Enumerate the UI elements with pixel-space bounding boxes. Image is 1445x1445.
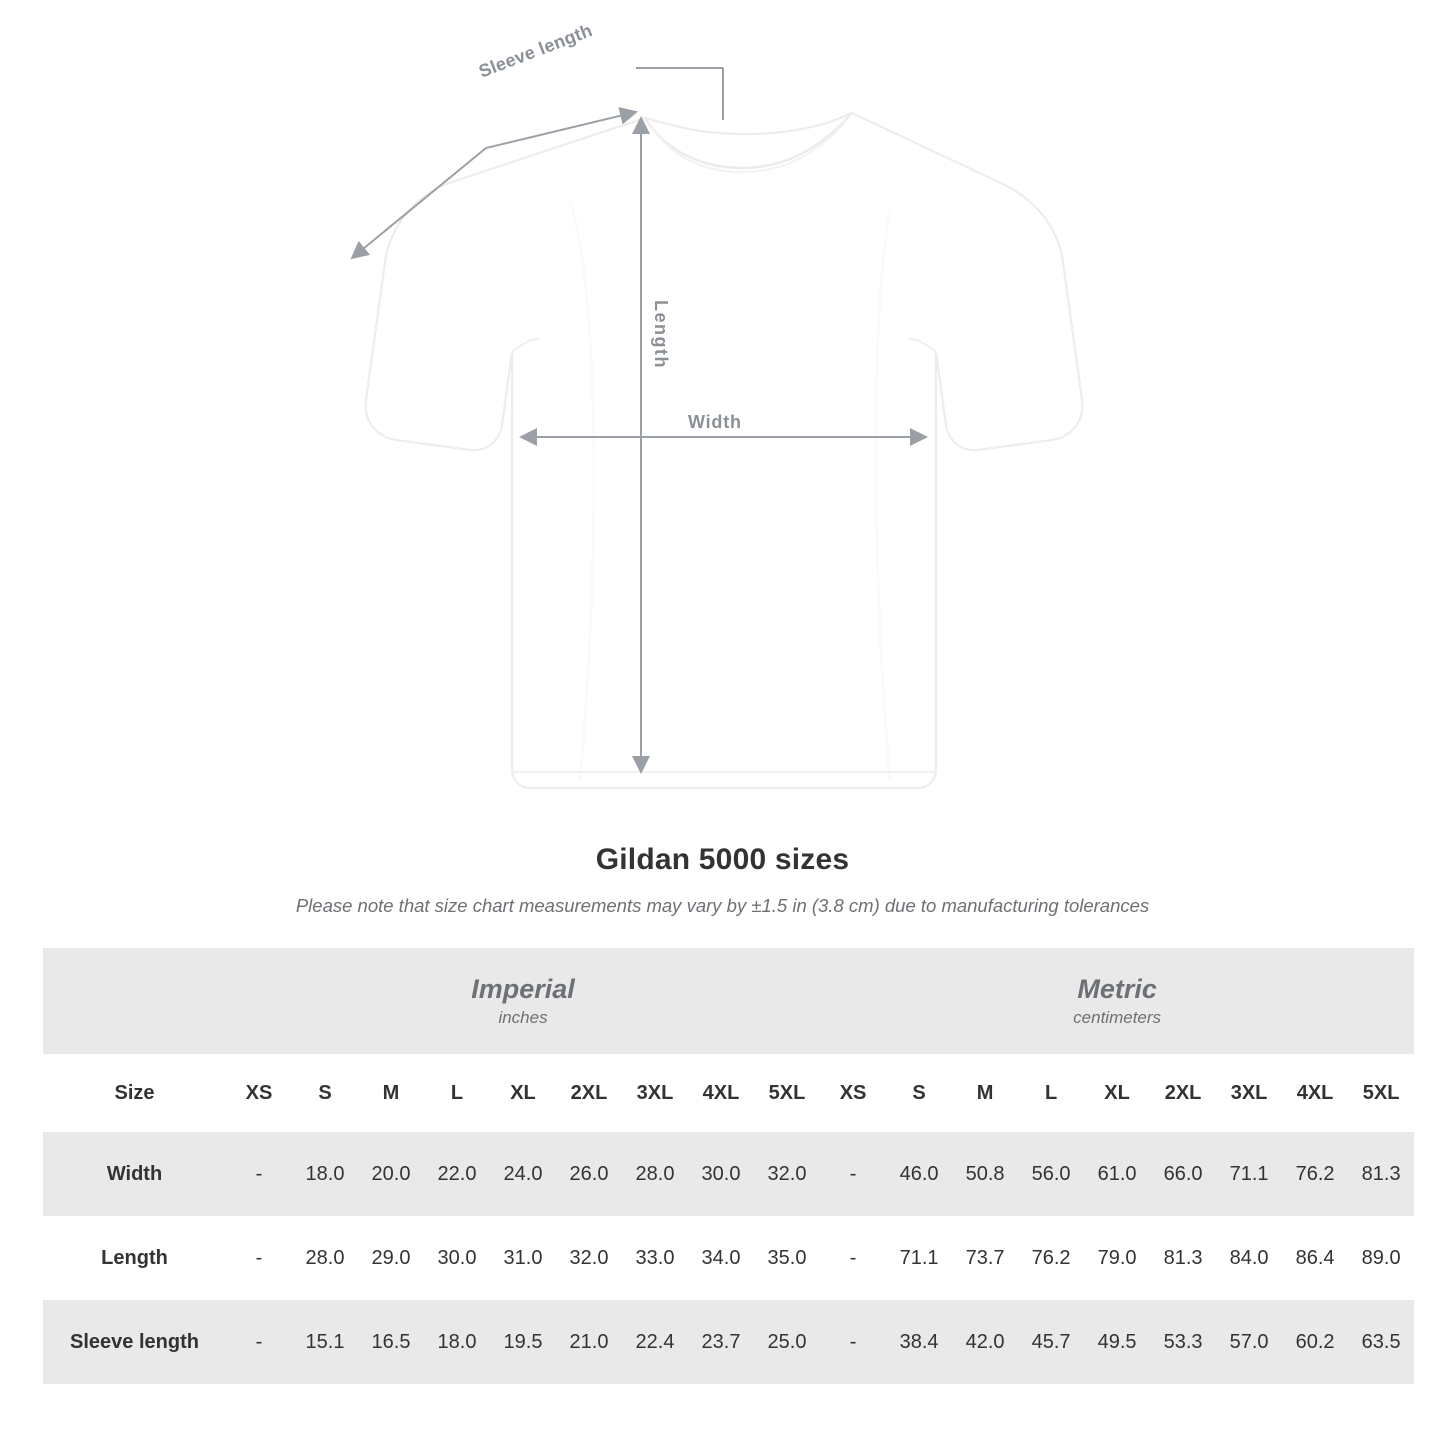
unit-sub-metric: centimeters: [1073, 1008, 1162, 1027]
cell-width-metric-xs: -: [820, 1132, 886, 1216]
sleeve-length-label: Sleeve length: [476, 20, 596, 82]
row-label-width: Width: [43, 1132, 226, 1216]
cell-length-imperial-xl: 31.0: [490, 1216, 556, 1300]
size-header-metric-2xl: 2XL: [1150, 1054, 1216, 1132]
cell-length-imperial-xs: -: [226, 1216, 292, 1300]
cell-sleeve-imperial-4xl: 23.7: [688, 1300, 754, 1384]
size-header-imperial-2xl: 2XL: [556, 1054, 622, 1132]
cell-sleeve-imperial-2xl: 21.0: [556, 1300, 622, 1384]
unit-header-row: [43, 948, 1414, 1054]
size-header-row: [43, 1054, 1414, 1132]
tolerance-note: Please note that size chart measurements may vary by ±1.5 in (3.8 cm) due to manufacturing tolerances: [295, 895, 1150, 916]
cell-sleeve-imperial-l: 18.0: [424, 1300, 490, 1384]
cell-length-metric-2xl: 81.3: [1150, 1216, 1216, 1300]
unit-header-imperial: [226, 948, 820, 1054]
cell-width-imperial-4xl: 30.0: [688, 1132, 754, 1216]
chart-title-block: [0, 840, 1445, 918]
cell-length-metric-xl: 79.0: [1084, 1216, 1150, 1300]
cell-length-imperial-m: 29.0: [358, 1216, 424, 1300]
cell-sleeve-metric-2xl: 53.3: [1150, 1300, 1216, 1384]
cell-length-imperial-3xl: 33.0: [622, 1216, 688, 1300]
cell-length-imperial-l: 30.0: [424, 1216, 490, 1300]
cell-width-metric-2xl: 66.0: [1150, 1132, 1216, 1216]
table-row: [43, 1216, 1414, 1300]
size-header-imperial-l: L: [424, 1054, 490, 1132]
width-label: Width: [680, 412, 750, 433]
size-header-label: Size: [43, 1054, 226, 1132]
row-label-sleeve-length: Sleeve length: [43, 1300, 226, 1384]
size-header-imperial-4xl: 4XL: [688, 1054, 754, 1132]
cell-length-imperial-4xl: 34.0: [688, 1216, 754, 1300]
table-row: [43, 1132, 1414, 1216]
cell-width-metric-l: 56.0: [1018, 1132, 1084, 1216]
cell-length-imperial-s: 28.0: [292, 1216, 358, 1300]
cell-sleeve-metric-m: 42.0: [952, 1300, 1018, 1384]
cell-sleeve-metric-4xl: 60.2: [1282, 1300, 1348, 1384]
cell-width-imperial-m: 20.0: [358, 1132, 424, 1216]
length-label: Length: [651, 300, 671, 369]
size-header-metric-l: L: [1018, 1054, 1084, 1132]
cell-sleeve-metric-l: 45.7: [1018, 1300, 1084, 1384]
cell-sleeve-imperial-xs: -: [226, 1300, 292, 1384]
cell-width-imperial-xl: 24.0: [490, 1132, 556, 1216]
cell-width-metric-s: 46.0: [886, 1132, 952, 1216]
cell-width-metric-5xl: 81.3: [1348, 1132, 1414, 1216]
cell-width-imperial-xs: -: [226, 1132, 292, 1216]
unit-name-imperial: Imperial: [471, 974, 575, 1004]
cell-width-imperial-l: 22.0: [424, 1132, 490, 1216]
size-header-imperial-xs: XS: [226, 1054, 292, 1132]
cell-length-metric-4xl: 86.4: [1282, 1216, 1348, 1300]
cell-sleeve-metric-s: 38.4: [886, 1300, 952, 1384]
size-header-metric-m: M: [952, 1054, 1018, 1132]
cell-sleeve-imperial-m: 16.5: [358, 1300, 424, 1384]
cell-length-metric-xs: -: [820, 1216, 886, 1300]
cell-width-imperial-3xl: 28.0: [622, 1132, 688, 1216]
size-header-metric-5xl: 5XL: [1348, 1054, 1414, 1132]
cell-width-metric-4xl: 76.2: [1282, 1132, 1348, 1216]
table-row: [43, 1300, 1414, 1384]
cell-width-imperial-s: 18.0: [292, 1132, 358, 1216]
size-header-imperial-m: M: [358, 1054, 424, 1132]
cell-sleeve-metric-xl: 49.5: [1084, 1300, 1150, 1384]
cell-width-metric-m: 50.8: [952, 1132, 1018, 1216]
cell-length-imperial-2xl: 32.0: [556, 1216, 622, 1300]
tshirt-shape: [366, 113, 1083, 788]
cell-length-metric-s: 71.1: [886, 1216, 952, 1300]
cell-sleeve-metric-3xl: 57.0: [1216, 1300, 1282, 1384]
page-title: Gildan 5000 sizes: [595, 843, 850, 876]
cell-sleeve-metric-xs: -: [820, 1300, 886, 1384]
cell-length-metric-l: 76.2: [1018, 1216, 1084, 1300]
unit-header-spacer: [43, 948, 226, 1054]
size-header-imperial-5xl: 5XL: [754, 1054, 820, 1132]
row-label-length: Length: [43, 1216, 226, 1300]
cell-sleeve-imperial-5xl: 25.0: [754, 1300, 820, 1384]
unit-name-metric: Metric: [1077, 974, 1157, 1004]
cell-length-metric-3xl: 84.0: [1216, 1216, 1282, 1300]
cell-sleeve-imperial-3xl: 22.4: [622, 1300, 688, 1384]
cell-width-metric-3xl: 71.1: [1216, 1132, 1282, 1216]
unit-sub-imperial: inches: [498, 1008, 548, 1027]
size-header-imperial-s: S: [292, 1054, 358, 1132]
cell-width-metric-xl: 61.0: [1084, 1132, 1150, 1216]
cell-length-imperial-5xl: 35.0: [754, 1216, 820, 1300]
size-header-imperial-3xl: 3XL: [622, 1054, 688, 1132]
size-header-metric-4xl: 4XL: [1282, 1054, 1348, 1132]
size-header-metric-s: S: [886, 1054, 952, 1132]
size-table: [43, 948, 1414, 1384]
cell-sleeve-metric-5xl: 63.5: [1348, 1300, 1414, 1384]
cell-length-metric-m: 73.7: [952, 1216, 1018, 1300]
size-header-imperial-xl: XL: [490, 1054, 556, 1132]
unit-header-metric: [820, 948, 1414, 1054]
cell-sleeve-imperial-xl: 19.5: [490, 1300, 556, 1384]
size-header-metric-xl: XL: [1084, 1054, 1150, 1132]
cell-width-imperial-2xl: 26.0: [556, 1132, 622, 1216]
size-table-container: [43, 948, 1402, 1384]
cell-length-metric-5xl: 89.0: [1348, 1216, 1414, 1300]
size-header-metric-xs: XS: [820, 1054, 886, 1132]
cell-width-imperial-5xl: 32.0: [754, 1132, 820, 1216]
size-header-metric-3xl: 3XL: [1216, 1054, 1282, 1132]
cell-sleeve-imperial-s: 15.1: [292, 1300, 358, 1384]
